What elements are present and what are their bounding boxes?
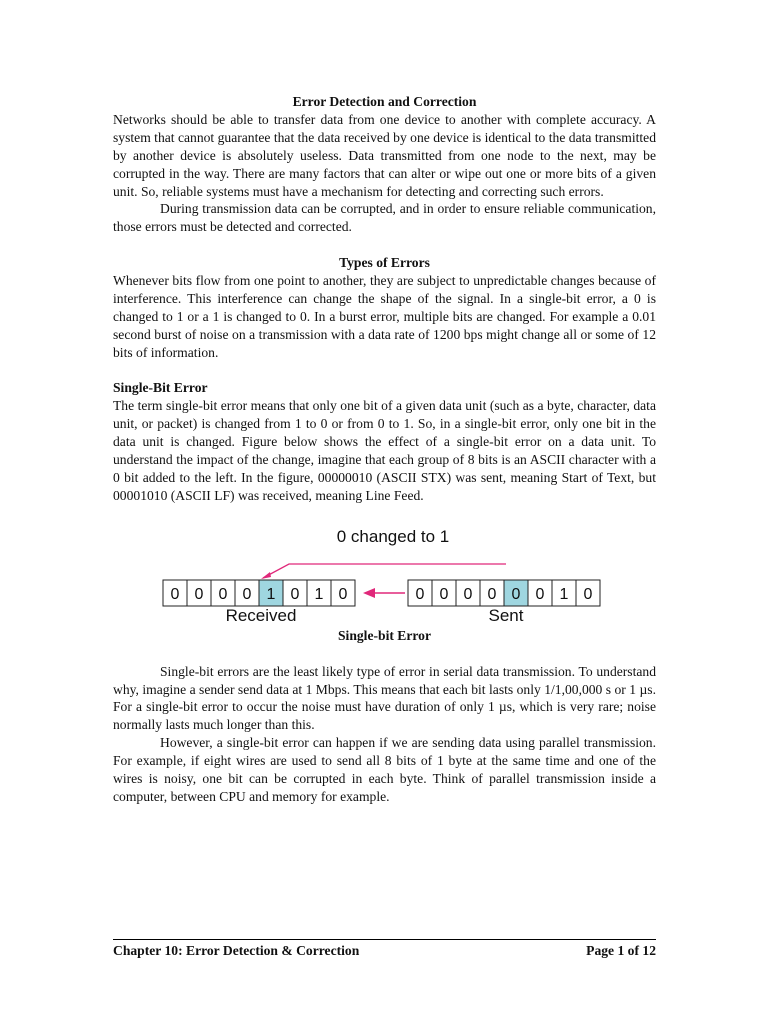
changed-label: 0 changed to 1 [336,526,450,546]
sent-label: Sent [488,605,524,623]
page-footer [113,939,656,959]
received-bit-value: 0 [170,585,180,603]
sent-bits [408,580,600,606]
sent-bit-value: 0 [511,585,521,603]
sent-bit-value: 0 [439,585,449,603]
footer-chapter: Chapter 10: Error Detection & Correction [113,943,360,958]
sent-bit-value: 1 [559,585,569,603]
single-bit-error-figure [113,519,656,623]
sent-bit-value: 0 [487,585,497,603]
types-paragraph: Whenever bits flow from one point to another, they are subject to unpredictable changes because of interference. This interference can change the shape of the signal. In a single-bit error, a 0 is changed to 1 or a 1 is changed to 0. In a burst error, multiple bits are changed. For example a 0.01 second burst of noise on a transmission with a data rate of 1200 bps might change all or some of 12 bits of information. [113,273,656,360]
change-arrow [263,564,506,578]
footer-page-number: Page 1 of 12 [586,943,656,958]
single-bit-heading: Single-Bit Error [113,380,208,396]
document-title: Error Detection and Correction [292,94,477,109]
transmission-arrow-head [363,588,375,598]
received-bit-value: 0 [194,585,204,603]
received-bit-value: 0 [242,585,252,603]
received-bit-value: 1 [266,585,276,603]
change-arrow-head [261,572,271,579]
received-bit-value: 1 [314,585,324,603]
intro-paragraph-1: Networks should be able to transfer data from one device to another with complete accuracy. A system that cannot guarantee that the data received by one device is identical to the data transmitted by another device is absolutely useless. Data transmitted from one node to the next, may be corrupted in the way. There are many factors that can alter or wipe out one or more bits of a given unit. So, reliable systems must have a mechanism for detecting and correcting such errors. [113,111,656,199]
single-bit-paragraph-1: The term single-bit error means that only one bit of a given data unit (such as a byte, character, data unit, or packet) is changed from 1 to 0 or from 0 to 1. So, in a single-bit error, only one bit in the data unit is changed. Figure below shows the effect of a single-bit error on a data unit. To understand the impact of the change, imagine that each group of 8 bits is an ASCII character with a 0 bit added to the left. In the figure, 00000010 (ASCII STX) was sent, meaning Start of Text, but 00001010 (ASCII LF) was received, meaning Line Feed. [113,398,656,503]
received-bits [163,580,355,606]
single-bit-paragraph-2: Single-bit errors are the least likely type of error in serial data transmission. To understand why, imagine a sender send data at 1 Mbps. This means that each bit lasts only 1/1,00,000 s or 1 µs. For a single-bit error to occur the noise must have duration of only 1 µs, which is very rare; noise normally lasts much longer than this. [113,663,656,733]
page-content [113,93,656,806]
sent-bit-value: 0 [535,585,545,603]
figure-caption: Single-bit Error [337,627,431,643]
types-heading: Types of Errors [339,255,430,271]
received-bit-value: 0 [290,585,300,603]
received-bit-value: 0 [218,585,228,603]
received-bit-value: 0 [338,585,348,603]
sent-bit-value: 0 [583,585,593,603]
sent-bit-value: 0 [415,585,425,603]
received-label: Received [225,605,297,623]
single-bit-paragraph-3: However, a single-bit error can happen if we are sending data using parallel transmission. For example, if eight wires are used to send all 8 bits of 1 byte at the same time and one of the wires is noisy, one bit can be corrupted in each byte. Think of parallel transmission inside a computer, between CPU and memory for example. [113,735,656,804]
intro-paragraph-2: During transmission data can be corrupted, and in order to ensure reliable communication, those errors must be detected and corrected. [113,201,656,235]
single-bit-error-diagram [113,519,656,623]
sent-bit-value: 0 [463,585,473,603]
